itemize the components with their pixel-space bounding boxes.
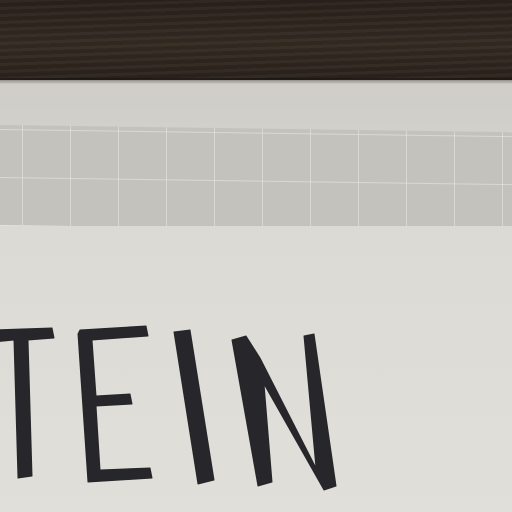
letter-n xyxy=(232,334,336,490)
letter-e xyxy=(78,326,152,482)
handwritten-word xyxy=(0,300,368,512)
letter-i xyxy=(174,330,214,484)
wood-edge-shadow xyxy=(0,78,512,84)
letter-t xyxy=(0,328,54,478)
wood-surface xyxy=(0,0,512,80)
grid-band xyxy=(0,125,512,232)
